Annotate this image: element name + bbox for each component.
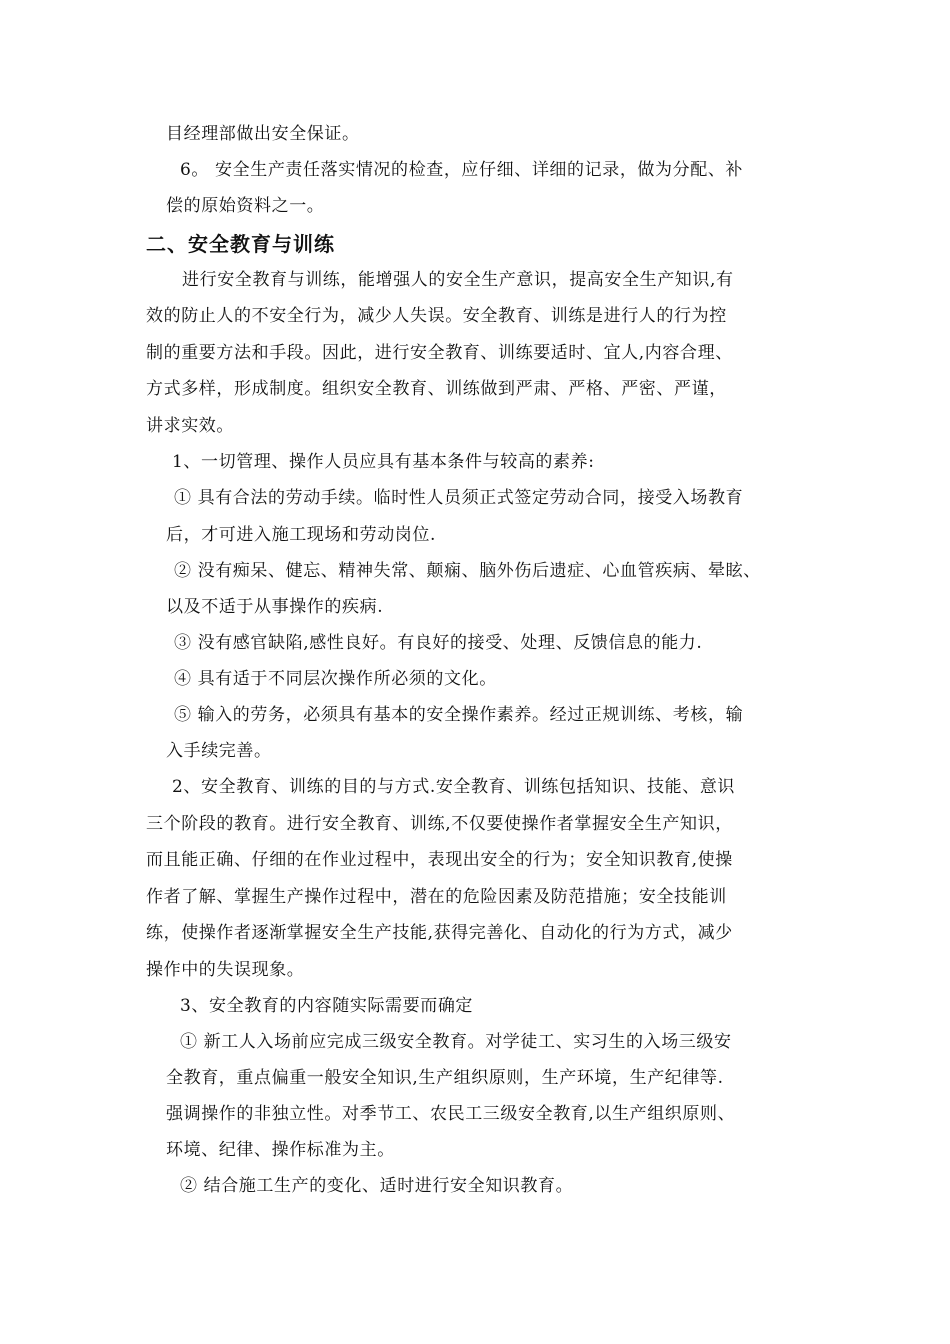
section-heading: 二、安全教育与训练 (146, 232, 335, 256)
text-line: 目经理部做出安全保证。 (166, 124, 360, 144)
text-line: 制的重要方法和手段。因此，进行安全教育、训练要适时、宜人,内容合理、 (146, 343, 733, 363)
text-line: 偿的原始资料之一。 (166, 196, 325, 216)
text-line: 以及不适于从事操作的疾病. (166, 597, 384, 617)
text-line: 全教育，重点偏重一般安全知识,生产组织原则，生产环境，生产纪律等. (166, 1068, 724, 1088)
text-line: 操作中的失误现象。 (146, 960, 305, 980)
text-line: 2、安全教育、训练的目的与方式.安全教育、训练包括知识、技能、意识 (172, 777, 736, 797)
text-line: ② 结合施工生产的变化、适时进行安全知识教育。 (180, 1176, 574, 1196)
text-line: 讲求实效。 (146, 416, 234, 436)
text-line: 环境、纪律、操作标准为主。 (166, 1140, 395, 1160)
text-line: ① 具有合法的劳动手续。临时性人员须正式签定劳动合同，接受入场教育 (174, 488, 744, 508)
text-line: 效的防止人的不安全行为，减少人失误。安全教育、训练是进行人的行为控 (146, 306, 727, 326)
text-line: 强调操作的非独立性。对季节工、农民工三级安全教育,以生产组织原则、 (166, 1104, 736, 1124)
text-line: 三个阶段的教育。进行安全教育、训练,不仅要使操作者掌握安全生产知识， (146, 814, 733, 834)
text-line: 练，使操作者逐渐掌握安全生产技能,获得完善化、自动化的行为方式，减少 (146, 923, 733, 943)
text-line: 而且能正确、仔细的在作业过程中，表现出安全的行为；安全知识教育,使操 (146, 850, 733, 870)
text-line: ⑤ 输入的劳务，必须具有基本的安全操作素养。经过正规训练、考核，输 (174, 705, 744, 725)
text-line: ③ 没有感官缺陷,感性良好。有良好的接受、处理、反馈信息的能力. (174, 633, 703, 653)
text-line: 3、安全教育的内容随实际需要而确定 (180, 996, 474, 1016)
text-line: 6。 安全生产责任落实情况的检查，应仔细、详细的记录，做为分配、补 (180, 160, 744, 180)
text-line: 进行安全教育与训练，能增强人的安全生产意识，提高安全生产知识,有 (182, 270, 734, 290)
text-line: 后，才可进入施工现场和劳动岗位. (166, 525, 437, 545)
text-line: 作者了解、掌握生产操作过程中，潜在的危险因素及防范措施；安全技能训 (146, 887, 727, 907)
text-line: 入手续完善。 (166, 741, 272, 761)
text-line: ② 没有痴呆、健忘、精神失常、颠痫、脑外伤后遗症、心血管疾病、晕眩、 (174, 561, 761, 581)
text-line: ① 新工人入场前应完成三级安全教育。对学徒工、实习生的入场三级安 (180, 1032, 732, 1052)
text-line: 方式多样，形成制度。组织安全教育、训练做到严肃、严格、严密、严谨， (146, 379, 727, 399)
text-line: 1、一切管理、操作人员应具有基本条件与较高的素养: (172, 452, 595, 472)
text-line: ④ 具有适于不同层次操作所必须的文化。 (174, 669, 497, 689)
